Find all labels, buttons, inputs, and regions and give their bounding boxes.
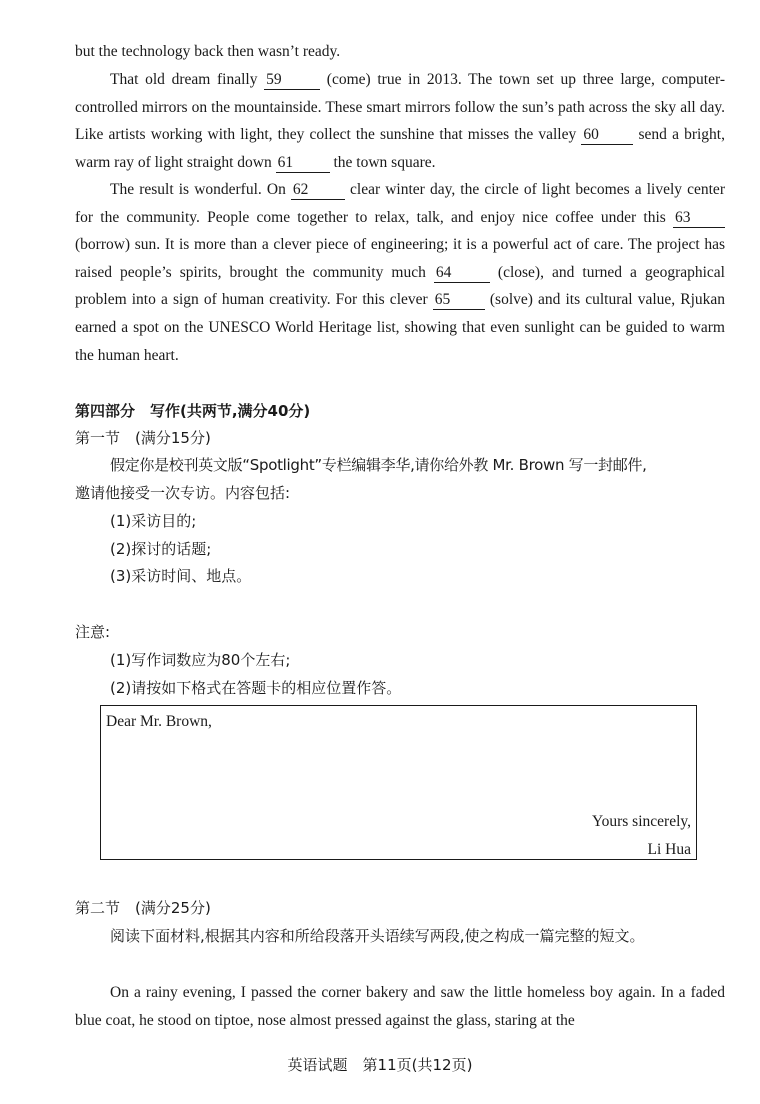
passage-text: (close), and turned a geographical problem into a sign of human creativity. For this clever [75, 263, 725, 309]
section-two-title: 第二节 (满分25分) [75, 899, 211, 917]
passage-text: (solve) and its cultural value, Rjukan earned a spot on the UNESCO World Heritage list, showing that even sunlight can be guided to warm the human heart. [75, 291, 726, 364]
section-one-prompt-line2: 邀请他接受一次专访。内容包括: [75, 484, 291, 502]
blank-63: 63 [673, 209, 725, 228]
letter-signature: Li Hua [647, 841, 691, 858]
notes-title: 注意: [75, 623, 111, 641]
passage-paragraph-2 [75, 176, 725, 369]
blank-65: 65 [433, 291, 485, 310]
passage-text: clear winter day, the circle of light becomes a lively center for the community. People come together to relax, talk, and enjoy nice coffee under this [75, 181, 725, 226]
blank-62: 62 [291, 181, 345, 200]
content-item-3: (3)采访时间、地点。 [110, 567, 252, 585]
section-one-title: 第一节 (满分15分) [75, 429, 211, 447]
letter-salutation: Dear Mr. Brown, [106, 713, 212, 730]
blank-60: 60 [581, 126, 633, 145]
passage-text: The result is wonderful. On [110, 181, 291, 198]
passage-text: send a bright, warm ray of light straight down [75, 126, 725, 171]
blank-64: 64 [434, 264, 490, 283]
letter-closing: Yours sincerely, [591, 813, 691, 830]
passage-line-continued: but the technology back then wasn’t ready. [75, 43, 341, 60]
part-four-title: 第四部分 写作(共两节,满分40分) [75, 402, 311, 420]
page-footer: 英语试题 第11页(共12页) [287, 1056, 473, 1074]
blank-59: 59 [264, 71, 320, 90]
letter-answer-box [100, 705, 697, 860]
section-one-prompt-line1: 假定你是校刊英文版“Spotlight”专栏编辑李华,请你给外教 Mr. Brown 写一封邮件, [110, 456, 647, 474]
note-item-1: (1)写作词数应为80个左右; [110, 651, 291, 669]
passage-text: (borrow) sun. It is more than a clever piece of engineering; it is a powerful act of care. The project has raised people’s spirits, brought the community much [75, 236, 725, 281]
note-item-2: (2)请按如下格式在答题卡的相应位置作答。 [110, 679, 402, 697]
blank-61: 61 [276, 154, 330, 173]
passage-paragraph-1 [75, 66, 725, 176]
story-opening: On a rainy evening, I passed the corner bakery and saw the little homeless boy again. In a faded blue coat, he stood on tiptoe, nose almost pressed against the glass, staring at the [75, 984, 725, 1029]
section-two-prompt: 阅读下面材料,根据其内容和所给段落开头语续写两段,使之构成一篇完整的短文。 [110, 927, 645, 945]
passage-text: the town square. [329, 153, 436, 171]
passage-text: (come) true in 2013. The town set up three large, computer-controlled mirrors on the mountainside. These smart mirrors follow the sun’s path across the sky all day. Like artists working with light, they collect the sunshine that misses the valley [75, 71, 725, 144]
passage-text: That old dream finally [110, 71, 265, 88]
content-item-1: (1)采访目的; [110, 512, 197, 530]
content-item-2: (2)探讨的话题; [110, 540, 212, 558]
